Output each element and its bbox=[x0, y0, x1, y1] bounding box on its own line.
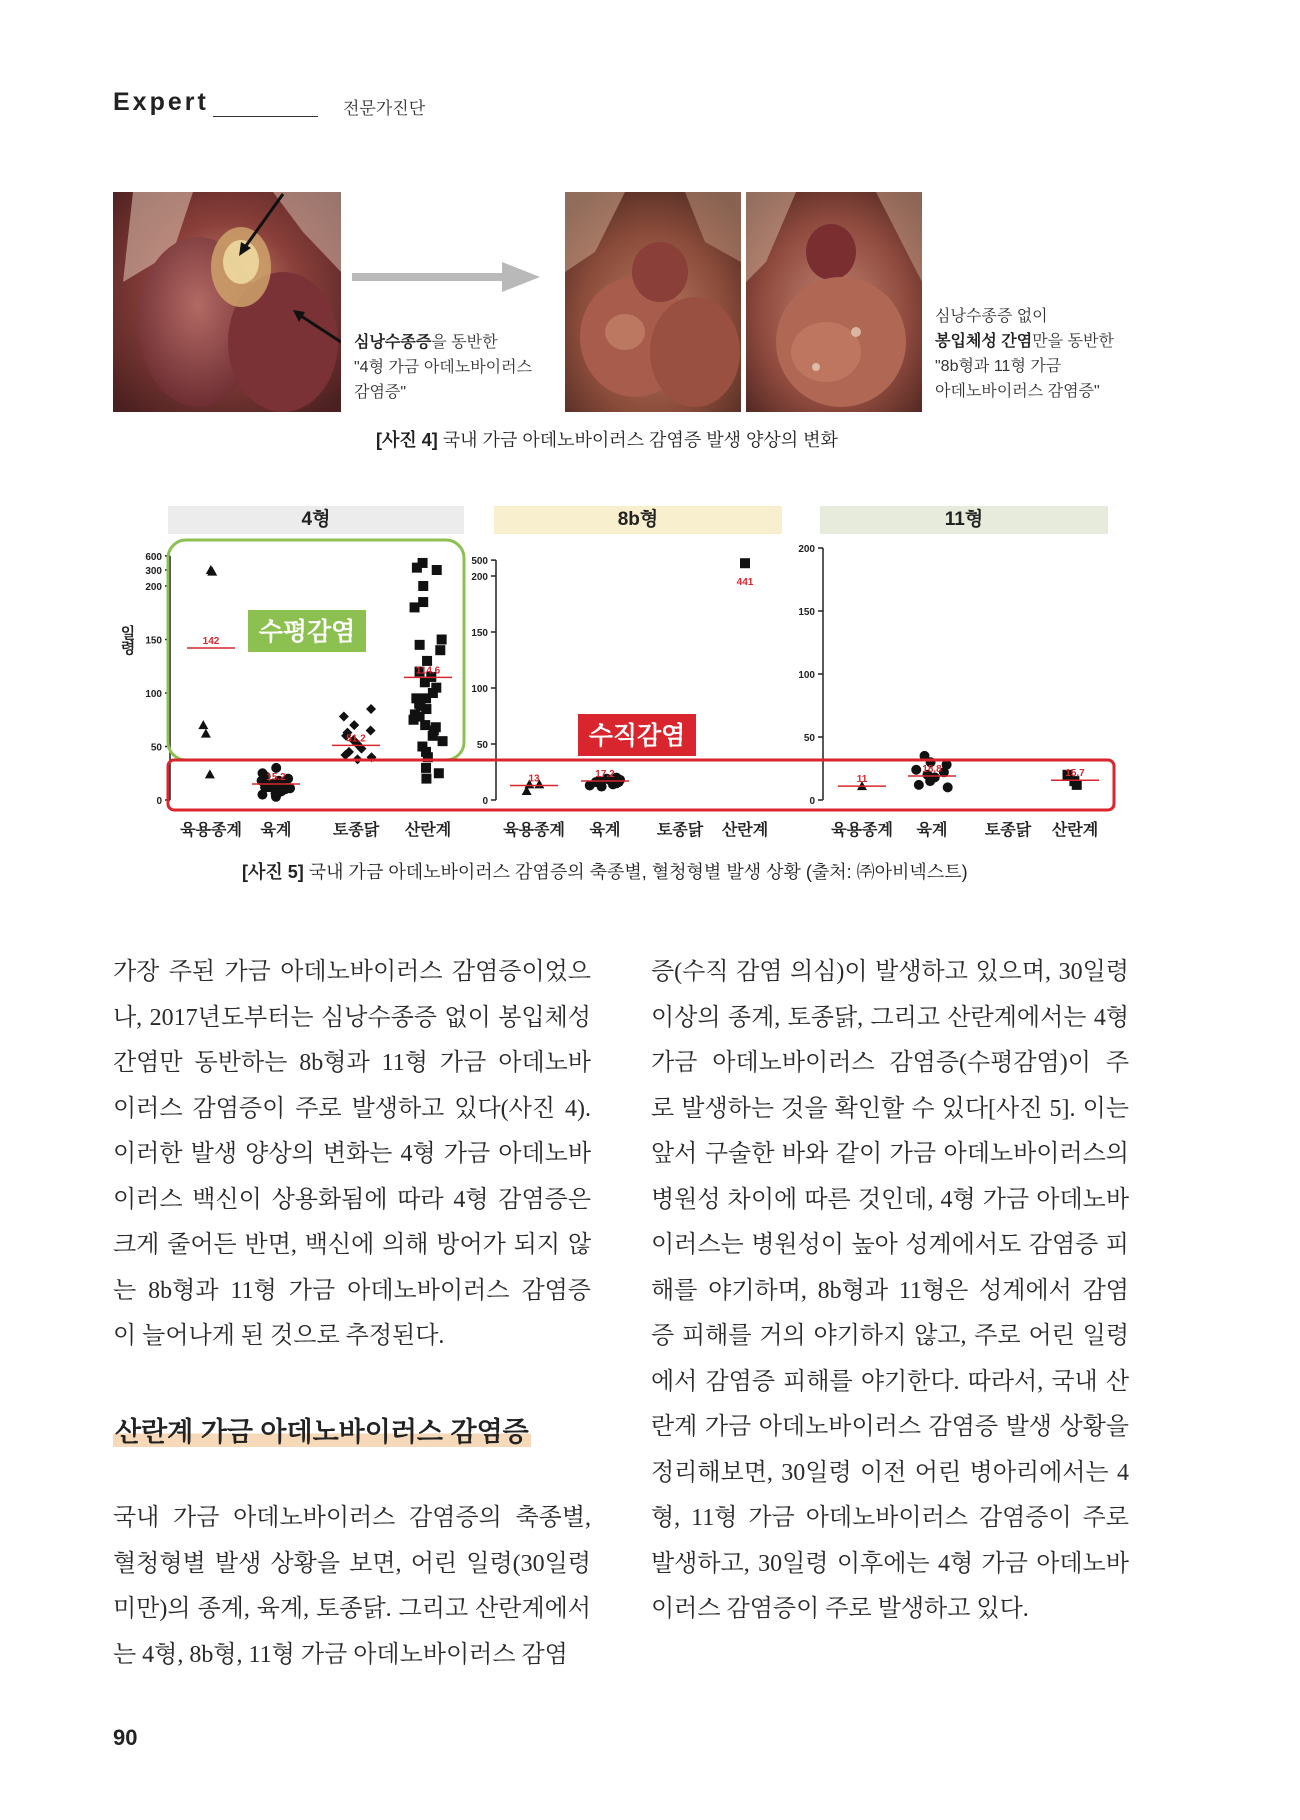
body-right-line: 정리해보면, 30일령 이전 어린 병아리에서는 4 bbox=[651, 1459, 1129, 1486]
data-point bbox=[412, 563, 422, 573]
data-point bbox=[437, 635, 447, 645]
mean-label: 13 bbox=[528, 773, 540, 785]
data-point bbox=[428, 731, 438, 741]
mean-label: 51.2 bbox=[346, 733, 366, 745]
figure5-title bbox=[242, 858, 968, 884]
x-category-label: 토종닭 bbox=[656, 822, 704, 839]
body-right-line: 앞서 구술한 바와 같이 가금 아데노바이러스의 bbox=[651, 1141, 1129, 1167]
body-left-1-line: 이러스 감염증이 주로 발생하고 있다(사진 4). bbox=[113, 1095, 591, 1122]
data-point bbox=[418, 581, 428, 591]
panel-header-type4: 4형 bbox=[168, 506, 464, 534]
y-tick-label: 100 bbox=[471, 684, 488, 695]
vertical-infection-box bbox=[168, 760, 1114, 810]
caption-type8b-line4: 아데노바이러스 감염증" bbox=[935, 383, 1100, 400]
y-tick-label: 100 bbox=[798, 670, 815, 681]
header-rule bbox=[213, 116, 318, 117]
caption-type8b-11 bbox=[935, 304, 1135, 404]
body-left-1-line: 가장 주된 가금 아데노바이러스 감염증이었으 bbox=[113, 959, 591, 985]
data-point bbox=[435, 645, 445, 655]
caption-type4 bbox=[354, 330, 544, 405]
y-tick-label: 100 bbox=[145, 689, 162, 700]
body-right-line: 이러스는 병원성이 높아 성계에서도 감염증 피 bbox=[651, 1232, 1129, 1258]
data-point bbox=[943, 782, 953, 792]
data-point bbox=[349, 720, 359, 730]
body-right-line: 가금 아데노바이러스 감염증(수평감염)이 주 bbox=[651, 1050, 1129, 1076]
body-right-paragraph bbox=[651, 950, 1129, 1633]
body-left-1-line: 크게 줄어든 반면, 백신에 의해 방어가 되지 않 bbox=[113, 1232, 591, 1258]
body-right-line: 이상의 종계, 토종닭, 그리고 산란계에서는 4형 bbox=[651, 1004, 1129, 1031]
body-right-line: 증 피해를 거의 야기하지 않고, 주로 어린 일령 bbox=[651, 1323, 1129, 1349]
y-tick-label: 50 bbox=[803, 733, 815, 744]
value-label: 441 bbox=[736, 577, 754, 589]
magazine-brand: Expert bbox=[113, 88, 209, 116]
y-tick-label: 150 bbox=[471, 628, 488, 639]
serotype-age-scatter-chart bbox=[0, 530, 1300, 850]
mean-label: 142 bbox=[202, 636, 220, 648]
body-right-line: 해를 야기하며, 8b형과 11형은 성계에서 감염 bbox=[651, 1277, 1129, 1304]
section-name: 전문가진단 bbox=[343, 99, 426, 118]
photo-heart-pericardial-effusion bbox=[113, 192, 341, 412]
vertical-infection-label: 수직감염 bbox=[588, 722, 686, 750]
mean-label: 15.2 bbox=[266, 771, 286, 783]
x-category-label: 육계 bbox=[260, 822, 292, 839]
data-point bbox=[339, 712, 349, 722]
data-point bbox=[285, 783, 295, 793]
mean-label: 18.8 bbox=[922, 764, 942, 776]
data-point bbox=[438, 736, 448, 746]
photo-liver-inclusion-hepatitis-1 bbox=[565, 192, 741, 412]
data-point bbox=[925, 776, 935, 786]
data-point bbox=[740, 558, 750, 568]
y-tick-label: 600 bbox=[145, 551, 162, 563]
data-point bbox=[410, 602, 420, 612]
x-category-label: 산란계 bbox=[1051, 822, 1099, 839]
x-category-label: 육용종계 bbox=[831, 822, 893, 839]
subheading-text: 산란계 가금 아데노바이러스 감염증 bbox=[115, 1417, 529, 1447]
body-left-1-line: 이러한 발생 양상의 변화는 4형 가금 아데노바 bbox=[113, 1141, 591, 1167]
x-category-label: 육계 bbox=[589, 822, 621, 839]
data-point bbox=[366, 704, 376, 714]
body-right-line: 이러스 감염증이 주로 발생하고 있다. bbox=[651, 1596, 1029, 1622]
body-left-2-line: 국내 가금 아데노바이러스 감염증의 축종별, bbox=[113, 1505, 591, 1531]
figure4-title bbox=[376, 426, 838, 452]
data-point bbox=[201, 729, 211, 738]
mean-label: 114.6 bbox=[415, 665, 441, 677]
data-point bbox=[914, 780, 924, 790]
y-axis-title: 일령 bbox=[118, 625, 136, 655]
figure4-label: [사진 4] bbox=[376, 430, 438, 450]
body-right-line: 형, 11형 가금 아데노바이러스 감염증이 주로 bbox=[651, 1505, 1129, 1531]
body-left-paragraph-2 bbox=[113, 1496, 591, 1678]
y-tick-label: 150 bbox=[798, 607, 815, 618]
mean-label: 17.2 bbox=[595, 768, 615, 780]
caption-type8b-bold: 봉입체성 간염 bbox=[935, 333, 1033, 350]
data-point bbox=[271, 789, 281, 799]
photo-liver-inclusion-hepatitis-2 bbox=[746, 192, 922, 412]
data-point bbox=[415, 712, 425, 722]
caption-type4-rest: 을 동반한 bbox=[431, 334, 498, 351]
y-tick-label: 300 bbox=[145, 566, 162, 577]
figure4-text: 국내 가금 아데노바이러스 감염증 발생 양상의 변화 bbox=[437, 430, 838, 450]
panel-header-type11: 11형 bbox=[820, 506, 1108, 534]
y-tick-label: 200 bbox=[145, 582, 162, 593]
body-left-1-line: 나, 2017년도부터는 심낭수종증 없이 봉입체성 bbox=[113, 1004, 591, 1031]
x-category-label: 육계 bbox=[916, 822, 948, 839]
body-right-line: 에서 감염증 피해를 야기한다. 따라서, 국내 산 bbox=[651, 1368, 1129, 1395]
x-category-label: 육용종계 bbox=[503, 822, 565, 839]
caption-type8b-rest: 만을 동반한 bbox=[1032, 333, 1114, 350]
body-right-line: 발생하고, 30일령 이후에는 4형 가금 아데노바 bbox=[651, 1550, 1129, 1577]
figure5-label: [사진 5] bbox=[242, 862, 304, 882]
data-point bbox=[366, 725, 376, 735]
data-point bbox=[415, 640, 425, 650]
caption-type4-line2: "4형 가금 아데노바이러스 bbox=[354, 359, 533, 376]
x-category-label: 토종닭 bbox=[332, 822, 380, 839]
data-point bbox=[421, 763, 431, 773]
caption-type4-bold: 심낭수종증 bbox=[354, 334, 432, 351]
data-point bbox=[205, 769, 215, 778]
caption-type8b-line1: 심낭수종증 없이 bbox=[935, 308, 1048, 325]
y-tick-label: 0 bbox=[809, 796, 815, 807]
x-category-label: 육용종계 bbox=[180, 822, 242, 839]
panel-header-type8b: 8b형 bbox=[494, 506, 782, 534]
data-point bbox=[198, 720, 208, 729]
page-number: 90 bbox=[113, 1725, 138, 1750]
y-tick-label: 0 bbox=[156, 796, 162, 807]
body-right-line: 로 발생하는 것을 확인할 수 있다[사진 5]. 이는 bbox=[651, 1095, 1129, 1122]
caption-type8b-line3: "8b형과 11형 가금 bbox=[935, 358, 1062, 375]
body-left-1-line: 이 늘어나게 된 것으로 추정된다. bbox=[113, 1323, 445, 1349]
body-left-1-line: 는 8b형과 11형 가금 아데노바이러스 감염증 bbox=[113, 1277, 591, 1304]
data-point bbox=[418, 597, 428, 607]
caption-type4-line3: 감염증" bbox=[354, 384, 407, 401]
y-tick-label: 50 bbox=[476, 740, 488, 751]
x-category-label: 산란계 bbox=[721, 822, 769, 839]
figure5-text: 국내 가금 아데노바이러스 감염증의 축종별, 혈청형별 발생 상황 (출처: ㈜아비넥스트) bbox=[303, 862, 968, 882]
data-point bbox=[431, 722, 441, 732]
data-point bbox=[415, 701, 425, 711]
body-left-paragraph-1 bbox=[113, 950, 591, 1360]
body-left-2-line: 혈청형별 발생 상황을 보면, 어린 일령(30일령 bbox=[113, 1550, 591, 1577]
data-point bbox=[911, 765, 921, 775]
x-category-label: 산란계 bbox=[404, 822, 452, 839]
data-point bbox=[434, 768, 444, 778]
data-point bbox=[432, 565, 442, 575]
body-left-2-line: 미만)의 종계, 육계, 토종닭. 그리고 산란계에서 bbox=[113, 1596, 591, 1622]
y-tick-label: 200 bbox=[798, 544, 815, 555]
subheading bbox=[113, 1410, 531, 1449]
y-tick-label: 50 bbox=[150, 742, 162, 754]
progression-arrow bbox=[352, 262, 540, 297]
body-right-line: 란계 가금 아데노바이러스 감염증 발생 상황을 bbox=[651, 1414, 1129, 1440]
body-left-1-line: 간염만 동반하는 8b형과 11형 가금 아데노바 bbox=[113, 1050, 591, 1076]
data-point bbox=[420, 677, 430, 687]
body-right-line: 병원성 차이에 따른 것인데, 4형 가금 아데노바 bbox=[651, 1186, 1129, 1213]
mean-label: 15.7 bbox=[1065, 768, 1085, 780]
y-tick-label: 150 bbox=[145, 635, 162, 647]
body-right-line: 증(수직 감염 의심)이 발생하고 있으며, 30일령 bbox=[651, 959, 1129, 985]
body-left-2-line: 는 4형, 8b형, 11형 가금 아데노바이러스 감염 bbox=[113, 1641, 568, 1668]
data-point bbox=[597, 782, 607, 792]
y-tick-label: 500 bbox=[471, 556, 488, 568]
data-point bbox=[421, 774, 431, 784]
y-tick-label: 200 bbox=[471, 572, 488, 583]
mean-label: 11 bbox=[856, 774, 868, 786]
data-point bbox=[420, 720, 430, 730]
body-left-1-line: 이러스 백신이 상용화됨에 따라 4형 감염증은 bbox=[113, 1186, 591, 1213]
horizontal-infection-label: 수평감염 bbox=[258, 618, 356, 646]
x-category-label: 토종닭 bbox=[984, 822, 1032, 839]
y-tick-label: 0 bbox=[482, 796, 488, 807]
